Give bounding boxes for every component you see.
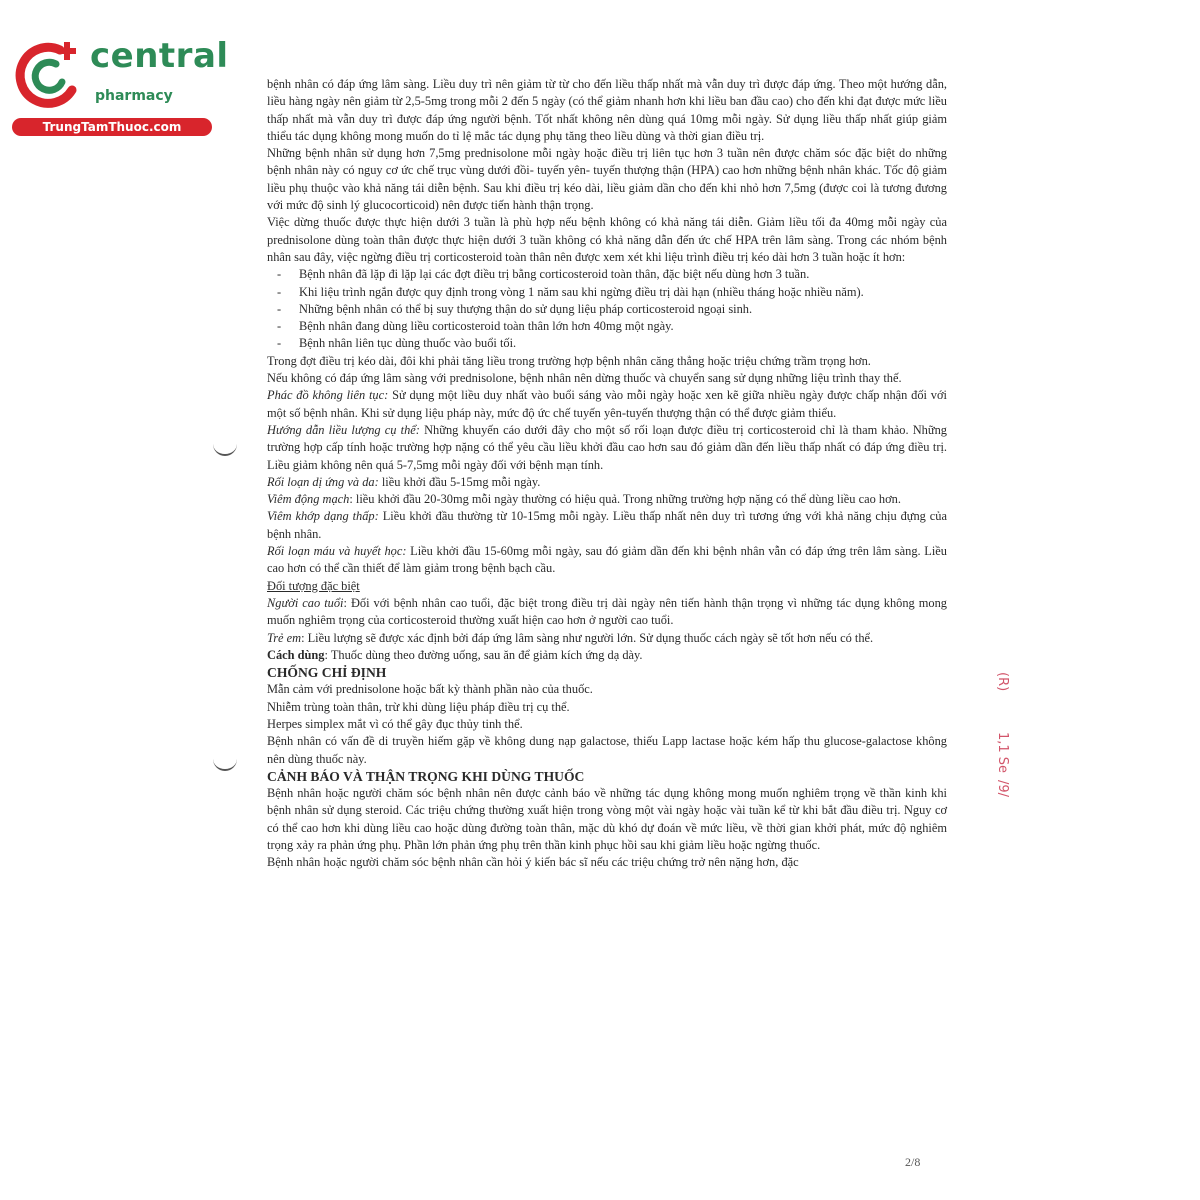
paragraph-text: Sử dụng một liều duy nhất vào buổi sáng vào mỗi ngày hoặc xen kẽ giữa nhiều ngày được chấp nhận đối với một số bệnh nhân. Khi sử dụng liệu pháp này, mức độ ức chế tuyến yên-tuyến thượng thận có thể được giảm thiểu. <box>267 388 947 420</box>
document-body <box>267 76 947 872</box>
paragraph-text: liều khởi đầu 5-15mg mỗi ngày. <box>378 474 541 489</box>
dosage-paragraph <box>267 474 947 491</box>
paragraph-text: : Thuốc dùng theo đường uống, sau ăn để giảm kích ứng dạ dày. <box>324 647 643 662</box>
dosage-paragraph <box>267 630 947 647</box>
body-paragraph: bệnh nhân có đáp ứng lâm sàng. Liều duy trì nên giảm từ từ cho đến liều thấp nhất mà vẫn duy trì được đáp ứng. Theo một hướng dẫn, liều hàng ngày nên giảm từ 2,5-5mg trong mỗi 2 đến 5 ngày (có thể giảm nhanh hơn khi liều ban đầu cao) cho đến khi đạt được mức liều thấp nhất mà vẫn duy trì được đáp ứng người bệnh. Tốt nhất không nên dùng quá 10mg mỗi ngày. Sử dụng liều thấp nhất giúp giảm thiểu tác dụng không mong muốn do tỉ lệ mắc tác dụng phụ tăng theo liều dùng và thời gian điều trị. <box>267 77 947 143</box>
margin-stamp-mark: 1,1 Se <box>995 732 1010 774</box>
dosage-paragraph <box>267 543 947 578</box>
paragraph-text: : Liều lượng sẽ được xác định bởi đáp ứng lâm sàng như người lớn. Sử dụng thuốc cách ngày sẽ tốt hơn nếu có thể. <box>301 630 874 645</box>
dosage-paragraph <box>267 578 947 595</box>
logo-url-badge: TrungTamThuoc.com <box>12 118 212 136</box>
body-paragraph: Herpes simplex mắt vì có thể gây đục thủy tinh thể. <box>267 716 523 731</box>
central-logo-icon <box>10 38 88 112</box>
body-paragraph: Bệnh nhân hoặc người chăm sóc bệnh nhân nên được cảnh báo về những tác dụng không mong muốn nghiêm trọng về thần kinh khi bệnh nhân sử dụng steroid. Các triệu chứng thường xuất hiện trong vòng một vài ngày hoặc vài tuần kể từ khi bắt đầu điều trị. Nguy cơ có thể cao hơn khi dùng liều cao hoặc dùng đường toàn thân, mặc dù khó dự đoán về mức liều, về thời gian khởi phát, mức độ nghiêm trọng xảy ra phản ứng phụ. Phần lớn phản ứng phụ trên thần kinh phục hồi sau khi giảm liều hoặc ngừng thuốc. <box>267 786 947 853</box>
paragraph-text: : Đối với bệnh nhân cao tuổi, đặc biệt trong điều trị dài ngày nên tiến hành thận trọng vì những tác dụng không mong muốn nghiêm trọng của corticosteroid thường xuất hiện cao hơn ở người cao tuổi. <box>267 595 947 628</box>
body-paragraph: Bệnh nhân có vấn đề di truyền hiếm gặp về không dung nạp galactose, thiếu Lapp lactase hoặc kém hấp thu glucose-galactose không nên dùng thuốc này. <box>267 734 947 766</box>
body-paragraph: Trong đợt điều trị kéo dài, đôi khi phải tăng liều trong trường hợp bệnh nhân căng thẳng hoặc triệu chứng trầm trọng hơn. <box>267 353 871 368</box>
paragraph-lead: Rối loạn dị ứng và da: <box>267 474 379 489</box>
bullet-item: - Bệnh nhân đã lặp đi lặp lại các đợt điều trị bằng corticosteroid toàn thân, đặc biệt nếu dùng hơn 3 tuần. <box>267 266 947 283</box>
body-paragraph: Nhiễm trùng toàn thân, trừ khi dùng liệu pháp điều trị cụ thể. <box>267 699 570 714</box>
central-pharmacy-logo <box>10 36 229 138</box>
bullet-item: - Khi liệu trình ngắn được quy định trong vòng 1 năm sau khi ngừng điều trị dài hạn (nhiều tháng hoặc nhiều năm). <box>267 284 947 301</box>
paragraph-text: : liều khởi đầu 20-30mg mỗi ngày thường có hiệu quả. Trong những trường hợp nặng có thể dùng liều cao hơn. <box>349 492 901 507</box>
body-paragraph: Những bệnh nhân sử dụng hơn 7,5mg prednisolone mỗi ngày hoặc điều trị liên tục hơn 3 tuần nên được chăm sóc đặc biệt do những bệnh nhân này có nguy cơ ức chế trục vùng dưới đồi- tuyến yên- tuyến thượng thận (HPA) cao hơn những bệnh nhân khác. Tốc độ giảm liều phụ thuộc vào khả năng tái diễn bệnh. Sau khi điều trị kéo dài, liều giảm dần cho đến khi nhỏ hơn 7,5mg (được coi là tương đương với mức độ sinh lý glucocorticoid) nên được tiến hành thận trọng. <box>267 146 947 213</box>
paragraph-lead: Cách dùng <box>267 647 325 662</box>
body-paragraph: Nếu không có đáp ứng lâm sàng với prednisolone, bệnh nhân nên dừng thuốc và chuyển sang sử dụng những liệu trình thay thế. <box>267 371 902 386</box>
binder-hole-mark <box>213 440 237 456</box>
body-paragraph: Việc dừng thuốc được thực hiện dưới 3 tuần là phù hợp nếu bệnh không có khả năng tái diễn. Giảm liều tối đa 40mg mỗi ngày của prednisolone dùng toàn thân được thực hiện dưới 3 tuần không có khả năng dẫn đến ức chế HPA trên lâm sàng. Trong các nhóm bệnh nhân sau đây, việc ngừng điều trị corticosteroid toàn thân nên được xem xét khi liệu trình điều trị kéo dài hơn 3 tuần hoặc ít hơn: <box>267 215 947 264</box>
margin-stamp-mark: /9/ <box>995 780 1010 798</box>
body-paragraph: Bệnh nhân hoặc người chăm sóc bệnh nhân cần hỏi ý kiến bác sĩ nếu các triệu chứng trở nên nặng hơn, đặc <box>267 855 799 870</box>
dosage-paragraph <box>267 387 947 422</box>
paragraph-lead: Hướng dẫn liều lượng cụ thể: <box>267 422 420 437</box>
body-paragraph: Mẫn cảm với prednisolone hoặc bất kỳ thành phần nào của thuốc. <box>267 682 593 697</box>
dosage-paragraph <box>267 595 947 630</box>
paragraph-lead: Viêm động mạch <box>267 492 350 507</box>
paragraph-text: Liều khởi đầu 15-60mg mỗi ngày, sau đó giảm dần đến khi bệnh nhân vẫn có đáp ứng trên lâm sàng. Liều cao hơn có thể cần thiết để làm giảm trong bệnh bạch cầu. <box>267 544 947 576</box>
page-number: 2/8 <box>905 1155 921 1169</box>
binder-hole-mark <box>213 755 237 771</box>
paragraph-text: Liều khởi đầu thường từ 10-15mg mỗi ngày. Liều thấp nhất nên duy trì tương ứng với khả năng chịu đựng của bệnh nhân. <box>267 509 947 541</box>
section-heading: CẢNH BÁO VÀ THẬN TRỌNG KHI DÙNG THUỐC <box>267 768 585 784</box>
paragraph-text: Những khuyến cáo dưới đây cho một số rối loạn được điều trị corticosteroid chỉ là tham khảo. Những trường hợp cấp tính hoặc trường hợp nặng có thể yêu cầu liều khởi đầu cao hơn sau đó giảm dần đến liều thấp nhất có đáp ứng điều trị. Liều giảm không nên quá 5-7,5mg mỗi ngày đối với bệnh mạn tính. <box>267 422 947 472</box>
paragraph-lead: Rối loạn máu và huyết học: <box>267 544 407 559</box>
dosage-paragraph <box>267 508 947 543</box>
paragraph-lead: Người cao tuổi <box>267 595 344 610</box>
paragraph-lead: Phác đồ không liên tục: <box>267 388 389 403</box>
dosage-paragraph <box>267 647 947 664</box>
paragraph-lead: Trẻ em <box>267 630 302 645</box>
section-heading: CHỐNG CHỈ ĐỊNH <box>267 665 387 681</box>
paragraph-lead: Đối tượng đặc biệt <box>267 578 360 593</box>
bullet-item: - Những bệnh nhân có thể bị suy thượng thận do sử dụng liệu pháp corticosteroid ngoại sinh. <box>267 301 947 318</box>
logo-brand-text: central <box>90 36 229 76</box>
bullet-item: - Bệnh nhân đang dùng liều corticosteroid toàn thân lớn hơn 40mg một ngày. <box>267 318 947 335</box>
paragraph-lead: Viêm khớp dạng thấp: <box>267 509 379 524</box>
bullet-item: - Bệnh nhân liên tục dùng thuốc vào buổi tối. <box>267 335 947 352</box>
logo-sub-text: pharmacy <box>95 88 173 104</box>
dosage-paragraph <box>267 422 947 474</box>
dosage-paragraph <box>267 491 947 508</box>
margin-stamp-mark: (R) <box>995 672 1010 692</box>
